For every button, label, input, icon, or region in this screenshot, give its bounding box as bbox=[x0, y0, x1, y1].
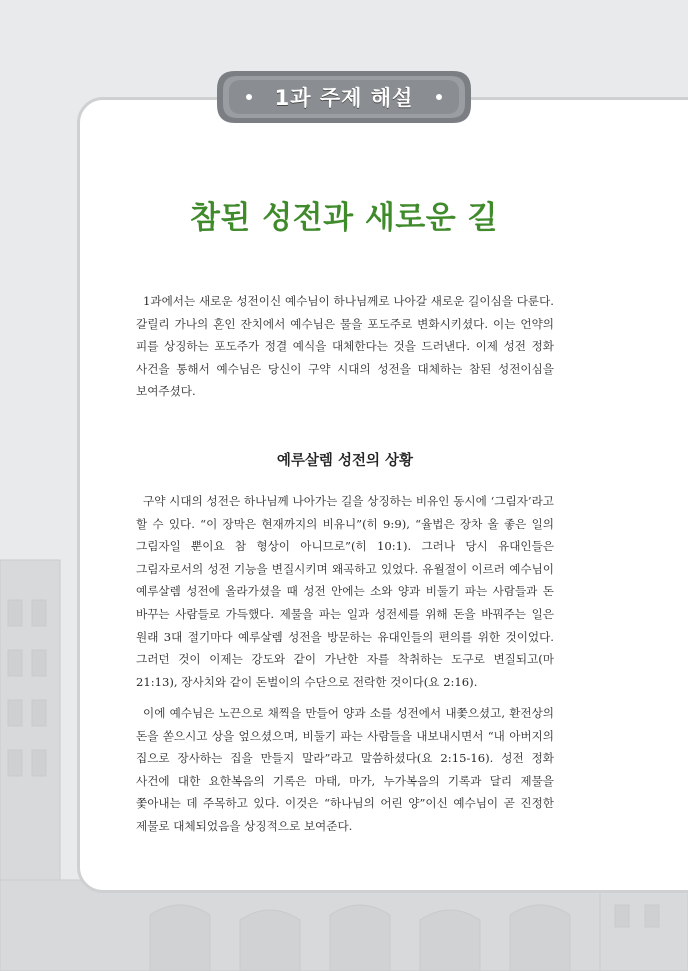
page-title: 참된 성전과 새로운 길 bbox=[190, 200, 498, 236]
intro-paragraph: 1과에서는 새로운 성전이신 예수님이 하나님께로 나아갈 새로운 길이심을 다룬다. 갈릴리 가나의 혼인 잔치에서 예수님은 물을 포도주로 변화시키셨다. 이는 언약의 피를 상징하는 포도주가 정결 예식을 대체한다는 것을 드러낸다. 이제 성전 정화 사건을 통해서 예수님은 당신이 구약 시대의 성전을 대체하는 참된 성전이심을 보여주셨다. bbox=[136, 294, 554, 399]
section-heading: 예루살렘 성전의 상황 bbox=[276, 453, 414, 469]
section-paragraph-1: 구약 시대의 성전은 하나님께 나아가는 길을 상징하는 비유인 동시에 ‘그림자’라고 할 수 있다. “이 장막은 현재까지의 비유니”(히 9:9), “율법은 장차 올 좋은 일의 그림자일 뿐이요 참 형상이 아니므로”(히 10:1). 그러나 당시 유대인들은 그림자로서의 성전 기능을 변질시키며 왜곡하고 있었다. 유월절이 이르러 예수님이 예루살렘 성전에 올라가셨을 때 성전 안에는 소와 양과 비둘기 파는 사람들과 돈 바꾸는 사람들로 가득했다. 제물을 파는 일과 성전세를 위해 돈을 바꿔주는 일은 원래 3대 절기마다 예루살렘 성전을 방문하는 유대인들의 편의를 위한 것이었다. 그러던 것이 이제는 강도와 같이 가난한 자를 착취하는 도구로 변질되고(마 21:13), 장사치와 같이 돈벌이의 수단으로 전락한 것이다(요 2:16). bbox=[136, 494, 554, 689]
banner-label: 1과 주제 해설 bbox=[274, 86, 414, 110]
section-paragraph-2: 이에 예수님은 노끈으로 채찍을 만들어 양과 소를 성전에서 내쫓으셨고, 환전상의 돈을 쏟으시고 상을 엎으셨으며, 비둘기 파는 사람들을 내보내시면서 “내 아버지의 집으로 장사하는 집을 만들지 말라”라고 말씀하셨다(요 2:15-16). 성전 정화 사건에 대한 요한복음의 기록은 마태, 마가, 누가복음의 기록과 달리 제물을 쫓아내는 데 주목하고 있다. 이것은 “하나님의 어린 양”이신 예수님이 곧 진정한 제물로 대체되었음을 상징적으로 보여준다. bbox=[136, 706, 554, 833]
lesson-banner bbox=[215, 67, 473, 127]
